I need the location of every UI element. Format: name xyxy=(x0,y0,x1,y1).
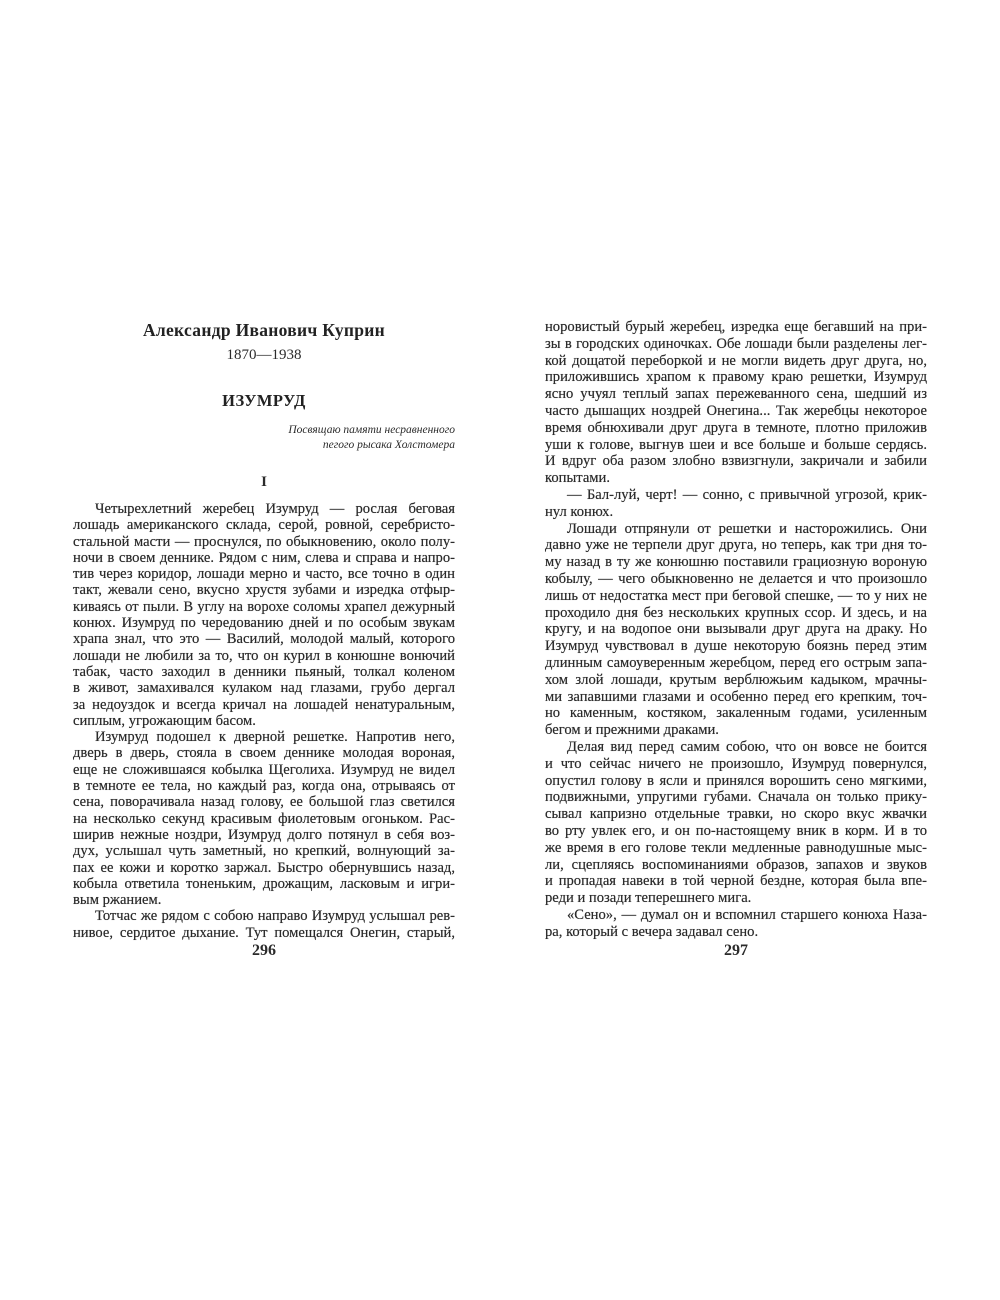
text-line: ми запавшими глазами и особенно перед его крепким, точ- xyxy=(545,688,927,705)
text-line: кой дощатой переборкой и не могли видеть друг друга, но, xyxy=(545,352,927,369)
text-line: вым ржанием. xyxy=(73,892,162,909)
page-number: 296 xyxy=(252,942,276,959)
text-line: ширив нежные ноздри, Изумруд долго потянул в себя воз- xyxy=(73,826,455,843)
paragraph xyxy=(73,501,455,729)
paragraph xyxy=(73,729,455,908)
text-line: ночи в своем деннике. Рядом с ним, слева и справа и напро- xyxy=(73,549,455,566)
text-line: ра, который с вечера задавал сено. xyxy=(545,923,759,940)
text-line: давно уже не терпели друг друга, но теперь, как три дня то- xyxy=(545,537,927,554)
text-line: опустил голову в ясли и принялся ворошить сено мягкими, xyxy=(545,772,927,789)
text-line: реди и позади теперешнего мига. xyxy=(545,890,752,907)
text-line: Делая вид перед самим собою, что он вовсе не боится xyxy=(567,738,927,755)
paragraph xyxy=(545,319,927,487)
text-line: кругу, и на водопое они вызывали друг друга на драку. Но xyxy=(545,621,927,638)
text-line: Лошади отпрянули от решетки и насторожились. Они xyxy=(567,520,927,537)
text-line: же время в его голове текли медленные равнодушные мыс- xyxy=(545,839,927,856)
text-line: конюх. Изумруд по чередованию дней и по особым звукам xyxy=(73,615,455,632)
dedication-line: Посвящаю памяти несравненного xyxy=(288,424,455,436)
text-line: хом злой лошади, крутым верблюжьим кадыком, мрачны- xyxy=(545,671,927,688)
paragraph xyxy=(545,739,927,907)
text-line: И вдруг оба разом злобно взвизгнули, закричали и забили xyxy=(545,453,927,470)
text-line: дух, услышал чуть заметный, но крепкий, волнующий за- xyxy=(73,843,455,860)
text-line: Изумруд подошел к дверной решетке. Напротив него, xyxy=(95,729,455,746)
text-line: киваясь от пыли. В углу на ворохе соломы храпел дежурный xyxy=(73,598,455,615)
text-line: копытами. xyxy=(545,470,610,487)
text-line: тив через коридор, лошади мерно и часто, все точно в один xyxy=(73,566,455,583)
text-line: часто дышащих ноздрей Онегина... Так жеребцы некоторое xyxy=(545,402,927,419)
body-text xyxy=(73,501,455,941)
text-line: ясно учуял теплый запах пережеванного сена, шедший из xyxy=(545,386,927,403)
text-line: пах ее кожи и коротко заржал. Быстро обернувшись назад, xyxy=(73,859,455,876)
text-line: нивое, сердитое дыхание. Тут помещался Онегин, старый, xyxy=(73,924,455,941)
text-line: сывал капризно отдельные травки, но скоро вкус жвачки xyxy=(545,806,927,823)
chapter-number: I xyxy=(261,474,267,490)
author-name: Александр Иванович Куприн xyxy=(142,320,386,340)
text-line: Тотчас же рядом с собою направо Изумруд услышал рев- xyxy=(95,908,455,925)
text-line: в живот, замахивался кулаком над глазами, грубо дергал xyxy=(73,680,455,697)
author-years: 1870—1938 xyxy=(226,347,302,363)
text-line: храпа знал, что это — Василий, молодой малый, которого xyxy=(73,631,455,648)
text-line: му назад в ту же конюшню поставили грациозную вороную xyxy=(545,554,927,571)
dedication xyxy=(288,423,455,453)
page-number: 297 xyxy=(724,942,748,959)
text-line: лошадь американского склада, серой, ровной, серебристо- xyxy=(73,517,455,534)
text-line: бегом и прежними драками. xyxy=(545,722,719,739)
paragraph xyxy=(545,487,927,521)
body-text xyxy=(545,319,927,940)
text-line: кобыла ответила тоненьким, дрожащим, ласковым и игри- xyxy=(73,875,455,892)
text-line: проходило дня без нескольких крупных ссор. И здесь, и на xyxy=(545,604,927,621)
text-line: — Бал-луй, черт! — сонно, с привычной угрозой, крик- xyxy=(567,486,927,503)
dedication-line: пегого рысака Холстомера xyxy=(322,439,455,451)
text-line: стальной масти — проснулся, по обыкновению, около полу- xyxy=(73,533,455,550)
text-line: еще не сложившаяся кобылка Щеголиха. Изумруд не видел xyxy=(73,761,455,778)
text-line: Изумруд чувствовал в душе некоторую боязнь перед этим xyxy=(545,638,927,655)
paragraph xyxy=(73,908,455,941)
text-line: зы в городских одиночках. Обе лошади были разделены лег- xyxy=(545,335,927,352)
story-title: ИЗУМРУД xyxy=(222,391,306,410)
text-line: Четырехлетний жеребец Изумруд — рослая беговая xyxy=(95,501,455,517)
text-line: лошади не любили за то, что он курил в конюшне вонючий xyxy=(73,647,455,664)
text-line: сена, поворачивала назад голову, ее большой глаз светился xyxy=(73,794,455,811)
text-line: «Сено», — думал он и вспомнил старшего конюха Наза- xyxy=(567,906,927,923)
text-line: нул конюх. xyxy=(545,503,614,520)
text-line: кобылу, — чего обыкновенно не делается и что произошло xyxy=(545,570,927,587)
text-line: табак, часто заходил в денники пьяный, толкал коленом xyxy=(73,663,455,680)
text-line: приложившись храпом к правому краю решетки, Изумруд xyxy=(545,369,927,386)
text-line: ли, сцепляясь воспоминаниями образов, запахов и звуков xyxy=(545,856,927,873)
text-line: подвижными, упругими губами. Сначала он только прику- xyxy=(545,789,927,806)
text-line: время обнюхивали друг друга в темноте, плотно приложив xyxy=(545,419,927,436)
text-line: но каменным, костяком, закаленным годами, усиленным xyxy=(545,705,927,722)
text-line: длинным самоуверенным жеребцом, перед его острым запа- xyxy=(545,654,927,671)
text-line: сиплым, угрожающим басом. xyxy=(73,712,256,729)
text-line: такт, жевали сено, вкусно хрустя зубами и изредка отфыр- xyxy=(73,582,455,599)
text-line: во рту увлек его, и он по-настоящему вник в корм. И в то xyxy=(545,822,927,839)
text-line: в темноте ее тела, но каждый раз, когда она, отрываясь от xyxy=(73,778,455,795)
text-line: уши к голове, выгнув шеи и все больше и больше сердясь. xyxy=(545,436,927,453)
text-line: на несколько секунд красивым фиолетовым огоньком. Рас- xyxy=(73,810,455,827)
text-line: и что сейчас ничего не произошло, Изумруд повернулся, xyxy=(545,755,927,772)
paragraph xyxy=(545,521,927,739)
text-line: за недоуздок и всегда кричал на лошадей ненатуральным, xyxy=(73,696,455,713)
text-line: лишь от недостатка мест при беговой спешке, — то у них не xyxy=(545,587,927,604)
text-line: норовистый бурый жеребец, изредка еще бегавший на при- xyxy=(545,319,927,335)
text-line: дверь в дверь, стояла в своем деннике молодая вороная, xyxy=(73,745,455,762)
paragraph xyxy=(545,907,927,941)
text-line: и пропадая навеки в той черной бездне, которая была впе- xyxy=(545,873,927,890)
